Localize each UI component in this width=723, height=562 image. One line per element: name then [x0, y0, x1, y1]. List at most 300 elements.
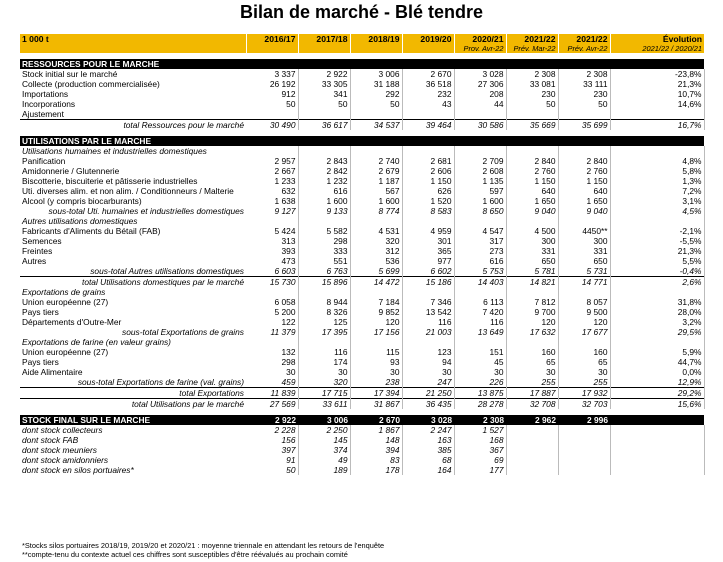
group-label-row	[20, 216, 704, 226]
value-cell: 120	[558, 317, 610, 327]
value-cell: 1 150	[402, 176, 454, 186]
total-row	[20, 388, 704, 399]
value-cell: 94	[402, 357, 454, 367]
value-cell: 7 184	[350, 297, 402, 307]
value-cell: 374	[298, 445, 350, 455]
row-label: Union européenne (27)	[22, 297, 109, 307]
value-cell	[558, 216, 610, 226]
row-label: UTILISATIONS PAR LE MARCHE	[20, 136, 246, 146]
value-cell: 17 632	[506, 327, 558, 337]
value-cell: 9 133	[298, 206, 350, 216]
row-label: RESSOURCES POUR LE MARCHE	[20, 59, 246, 69]
total-row	[20, 399, 704, 410]
value-cell: 640	[558, 186, 610, 196]
value-cell: 394	[350, 445, 402, 455]
evolution-cell: 29,5%	[610, 327, 704, 337]
value-cell: 13 875	[454, 388, 506, 399]
evolution-cell: 12,9%	[610, 377, 704, 388]
row-label: Union européenne (27)	[22, 347, 109, 357]
evolution-cell: 2,6%	[610, 277, 704, 288]
value-cell	[506, 465, 558, 475]
evolution-cell	[610, 216, 704, 226]
value-cell: 1 867	[350, 425, 402, 435]
evolution-cell: -23,8%	[610, 69, 704, 79]
value-cell	[402, 146, 454, 156]
value-cell: 1 600	[298, 196, 350, 206]
value-cell: 91	[246, 455, 298, 465]
value-cell: 331	[506, 246, 558, 256]
table-row	[20, 256, 704, 266]
value-cell	[506, 455, 558, 465]
evolution-cell	[610, 337, 704, 347]
row-label: dont stock amidonniers	[22, 455, 109, 465]
evolution-cell: 4,5%	[610, 206, 704, 216]
value-cell: 397	[246, 445, 298, 455]
value-cell: 626	[402, 186, 454, 196]
value-cell	[506, 109, 558, 120]
market-balance-table	[20, 34, 705, 475]
stock-detail-row	[20, 455, 704, 465]
row-label: Fabricants d'Aliments du Bétail (FAB)	[22, 226, 161, 236]
value-cell: 8 057	[558, 297, 610, 307]
value-cell: 567	[350, 186, 402, 196]
value-cell: 247	[402, 377, 454, 388]
evolution-cell	[610, 435, 704, 445]
value-cell	[558, 435, 610, 445]
evolution-cell: 31,8%	[610, 297, 704, 307]
table-row	[20, 347, 704, 357]
row-label: Exportations de grains	[22, 287, 106, 297]
value-cell: 9 040	[558, 206, 610, 216]
value-cell: 4 547	[454, 226, 506, 236]
value-cell: 17 677	[558, 327, 610, 337]
value-cell: 1 135	[454, 176, 506, 186]
evolution-cell: 4,8%	[610, 156, 704, 166]
row-label: Autres	[22, 256, 47, 266]
value-cell	[454, 109, 506, 120]
value-cell	[506, 445, 558, 455]
value-cell	[350, 109, 402, 120]
value-cell: 27 569	[246, 399, 298, 410]
page-title: Bilan de marché - Blé tendre	[239, 2, 484, 22]
value-cell: 36 435	[402, 399, 454, 410]
value-cell	[558, 337, 610, 347]
value-cell	[506, 136, 558, 146]
value-cell	[506, 425, 558, 435]
value-cell: 33 081	[506, 79, 558, 89]
value-cell: 9 127	[246, 206, 298, 216]
value-cell	[350, 337, 402, 347]
value-cell: 11 839	[246, 388, 298, 399]
value-cell: 14 403	[454, 277, 506, 288]
value-cell: 1 150	[558, 176, 610, 186]
col-header-2020-21: 2020/21 Prov. Avr-22	[454, 34, 506, 53]
value-cell: 68	[402, 455, 454, 465]
value-cell: 6 763	[298, 266, 350, 277]
value-cell: 93	[350, 357, 402, 367]
value-cell: 2 308	[454, 415, 506, 425]
value-cell: 320	[298, 377, 350, 388]
value-cell	[350, 59, 402, 69]
group-label-row	[20, 146, 704, 156]
row-label: total Utilisations domestiques par le marché	[20, 277, 246, 288]
evolution-cell: 29,2%	[610, 388, 704, 399]
value-cell: 4 500	[506, 226, 558, 236]
value-cell: 116	[402, 317, 454, 327]
row-label: sous-total Uti. humaines et industrielles domestiques	[48, 206, 244, 216]
value-cell	[454, 337, 506, 347]
value-cell	[298, 287, 350, 297]
value-cell: 160	[506, 347, 558, 357]
value-cell: 145	[298, 435, 350, 445]
value-cell: 208	[454, 89, 506, 99]
value-cell: 650	[558, 256, 610, 266]
value-cell: 9 852	[350, 307, 402, 317]
value-cell: 4 531	[350, 226, 402, 236]
value-cell: 2 308	[558, 69, 610, 79]
value-cell: 5 582	[298, 226, 350, 236]
value-cell	[558, 455, 610, 465]
row-label: STOCK FINAL SUR LE MARCHE	[20, 415, 246, 425]
value-cell: 1 650	[558, 196, 610, 206]
value-cell: 189	[298, 465, 350, 475]
value-cell: 650	[506, 256, 558, 266]
value-cell	[402, 337, 454, 347]
row-label: Amidonnerie / Glutennerie	[22, 166, 120, 176]
value-cell: 2 228	[246, 425, 298, 435]
value-cell: 35 669	[506, 120, 558, 131]
value-cell: 17 932	[558, 388, 610, 399]
value-cell: 8 326	[298, 307, 350, 317]
evolution-cell: 44,7%	[610, 357, 704, 367]
stock-detail-row	[20, 445, 704, 455]
row-label: Semences	[22, 236, 62, 246]
value-cell: 151	[454, 347, 506, 357]
row-label: total Utilisations par le marché	[20, 399, 246, 410]
value-cell: 232	[402, 89, 454, 99]
table-row	[20, 307, 704, 317]
evolution-cell: 21,3%	[610, 79, 704, 89]
col-header-2021-22-mar: 2021/22 Prév. Mar-22	[506, 34, 558, 53]
row-label: dont stock FAB	[22, 435, 79, 445]
row-label: Pays tiers	[22, 357, 59, 367]
value-cell: 912	[246, 89, 298, 99]
value-cell	[402, 136, 454, 146]
value-cell: 977	[402, 256, 454, 266]
value-cell: 2 740	[350, 156, 402, 166]
value-cell	[558, 109, 610, 120]
value-cell	[506, 59, 558, 69]
value-cell: 2 670	[402, 69, 454, 79]
row-label: Panification	[22, 156, 66, 166]
value-cell: 2 962	[506, 415, 558, 425]
table-row	[20, 357, 704, 367]
row-label: Alcool (y compris biocarburants)	[22, 196, 142, 206]
value-cell: 255	[558, 377, 610, 388]
value-cell: 36 518	[402, 79, 454, 89]
value-cell: 6 602	[402, 266, 454, 277]
row-label: dont stock meuniers	[22, 445, 97, 455]
row-label: Collecte (production commercialisée)	[22, 79, 160, 89]
value-cell	[454, 216, 506, 226]
value-cell: 14 771	[558, 277, 610, 288]
value-cell: 7 420	[454, 307, 506, 317]
value-cell: 3 028	[454, 69, 506, 79]
row-label: Uti. diverses alim. et non alim. / Conditionneurs / Malterie	[22, 186, 234, 196]
evolution-cell	[610, 465, 704, 475]
value-cell: 2 840	[506, 156, 558, 166]
value-cell	[506, 435, 558, 445]
value-cell: 115	[350, 347, 402, 357]
value-cell: 132	[246, 347, 298, 357]
value-cell: 3 028	[402, 415, 454, 425]
value-cell	[350, 146, 402, 156]
value-cell	[558, 287, 610, 297]
value-cell	[506, 146, 558, 156]
value-cell: 65	[558, 357, 610, 367]
value-cell: 21 250	[402, 388, 454, 399]
stock-detail-row	[20, 425, 704, 435]
table-row	[20, 297, 704, 307]
value-cell: 1 600	[454, 196, 506, 206]
value-cell: 292	[350, 89, 402, 99]
evolution-cell: 5,9%	[610, 347, 704, 357]
value-cell: 164	[402, 465, 454, 475]
value-cell	[558, 465, 610, 475]
table-row	[20, 186, 704, 196]
evolution-cell	[610, 136, 704, 146]
value-cell: 3 006	[350, 69, 402, 79]
row-label: total Ressources pour le marché	[20, 120, 246, 131]
value-cell: 2 842	[298, 166, 350, 176]
value-cell: 8 583	[402, 206, 454, 216]
value-cell: 15 186	[402, 277, 454, 288]
table-row	[20, 176, 704, 186]
value-cell: 31 867	[350, 399, 402, 410]
value-cell: 50	[350, 99, 402, 109]
value-cell: 320	[350, 236, 402, 246]
value-cell: 21 003	[402, 327, 454, 337]
row-label: Exportations de farine (en valeur grains)	[22, 337, 171, 347]
value-cell: 156	[246, 435, 298, 445]
value-cell: 2 760	[506, 166, 558, 176]
value-cell: 2 608	[454, 166, 506, 176]
value-cell: 65	[506, 357, 558, 367]
value-cell: 163	[402, 435, 454, 445]
value-cell: 2 606	[402, 166, 454, 176]
value-cell: 17 887	[506, 388, 558, 399]
row-label: total Exportations	[20, 388, 246, 399]
table-row	[20, 89, 704, 99]
evolution-cell	[610, 425, 704, 435]
value-cell: 13 649	[454, 327, 506, 337]
evolution-cell	[610, 287, 704, 297]
value-cell: 385	[402, 445, 454, 455]
value-cell: 11 379	[246, 327, 298, 337]
value-cell: 2 922	[246, 415, 298, 425]
value-cell: 5 781	[506, 266, 558, 277]
table-row	[20, 246, 704, 256]
subtotal-row	[20, 206, 704, 216]
footnote: *Stocks silos portuaires 2018/19, 2019/20 et 2020/21 : moyenne triennale en attendant les retours de l'enquête	[22, 541, 385, 550]
value-cell: 17 156	[350, 327, 402, 337]
value-cell: 50	[246, 99, 298, 109]
value-cell: 26 192	[246, 79, 298, 89]
value-cell	[454, 146, 506, 156]
value-cell: 17 715	[298, 388, 350, 399]
value-cell: 35 699	[558, 120, 610, 131]
value-cell	[298, 59, 350, 69]
value-cell: 148	[350, 435, 402, 445]
value-cell	[558, 59, 610, 69]
subtotal-row	[20, 266, 704, 277]
value-cell: 17 395	[298, 327, 350, 337]
value-cell: 7 346	[402, 297, 454, 307]
evolution-cell	[610, 415, 704, 425]
value-cell: 473	[246, 256, 298, 266]
value-cell	[558, 425, 610, 435]
value-cell: 459	[246, 377, 298, 388]
value-cell: 2 681	[402, 156, 454, 166]
table-body	[20, 53, 704, 475]
table-row	[20, 69, 704, 79]
total-row	[20, 120, 704, 131]
value-cell: 15 730	[246, 277, 298, 288]
row-label: Pays tiers	[22, 307, 59, 317]
table-row	[20, 109, 704, 120]
value-cell	[246, 59, 298, 69]
value-cell: 8 944	[298, 297, 350, 307]
value-cell: 17 394	[350, 388, 402, 399]
value-cell: 30	[506, 367, 558, 377]
value-cell: 5 424	[246, 226, 298, 236]
value-cell	[246, 136, 298, 146]
evolution-cell: 5,8%	[610, 166, 704, 176]
value-cell: 33 611	[298, 399, 350, 410]
value-cell	[454, 136, 506, 146]
value-cell	[298, 109, 350, 120]
value-cell: 6 113	[454, 297, 506, 307]
value-cell: 30	[246, 367, 298, 377]
evolution-cell: -2,1%	[610, 226, 704, 236]
value-cell: 2 670	[350, 415, 402, 425]
value-cell	[558, 146, 610, 156]
value-cell	[558, 445, 610, 455]
value-cell	[350, 136, 402, 146]
value-cell	[246, 146, 298, 156]
value-cell: 597	[454, 186, 506, 196]
value-cell	[454, 59, 506, 69]
subtotal-row	[20, 377, 704, 388]
table-row	[20, 196, 704, 206]
value-cell: 6 058	[246, 297, 298, 307]
value-cell: 30	[298, 367, 350, 377]
value-cell: 30 586	[454, 120, 506, 131]
value-cell: 13 542	[402, 307, 454, 317]
table-row	[20, 226, 704, 236]
evolution-cell: 14,6%	[610, 99, 704, 109]
value-cell: 30	[454, 367, 506, 377]
value-cell	[402, 287, 454, 297]
value-cell: 367	[454, 445, 506, 455]
value-cell	[246, 337, 298, 347]
row-label: Incorporations	[22, 99, 76, 109]
subtotal-row	[20, 327, 704, 337]
value-cell: 15 896	[298, 277, 350, 288]
value-cell: 49	[298, 455, 350, 465]
value-cell: 45	[454, 357, 506, 367]
evolution-cell: 3,2%	[610, 317, 704, 327]
value-cell	[350, 216, 402, 226]
row-label: sous-total Exportations de grains	[122, 327, 244, 337]
value-cell: 32 703	[558, 399, 610, 410]
value-cell: 8 774	[350, 206, 402, 216]
evolution-cell: 10,7%	[610, 89, 704, 99]
row-label: dont stock collecteurs	[22, 425, 103, 435]
table-row	[20, 99, 704, 109]
value-cell: 551	[298, 256, 350, 266]
value-cell: 30	[558, 367, 610, 377]
value-cell: 616	[454, 256, 506, 266]
value-cell: 2 843	[298, 156, 350, 166]
value-cell: 2 250	[298, 425, 350, 435]
section-header-row	[20, 59, 704, 69]
value-cell: 365	[402, 246, 454, 256]
footnote: **compte-tenu du contexte actuel ces chiffres sont susceptibles d'être réévalués au prochain comité	[22, 550, 348, 559]
value-cell: 273	[454, 246, 506, 256]
value-cell: 9 500	[558, 307, 610, 317]
row-label: Utilisations humaines et industrielles domestiques	[22, 146, 207, 156]
row-label: sous-total Autres utilisations domestiques	[90, 266, 244, 276]
value-cell: 9 040	[506, 206, 558, 216]
value-cell: 1 520	[402, 196, 454, 206]
value-cell: 168	[454, 435, 506, 445]
evolution-cell	[610, 109, 704, 120]
value-cell: 125	[298, 317, 350, 327]
value-cell: 7 812	[506, 297, 558, 307]
row-label: dont stock en silos portuaires*	[22, 465, 134, 475]
value-cell: 238	[350, 377, 402, 388]
value-cell: 331	[558, 246, 610, 256]
evolution-cell: 15,6%	[610, 399, 704, 410]
value-cell: 313	[246, 236, 298, 246]
value-cell: 39 464	[402, 120, 454, 131]
value-cell: 69	[454, 455, 506, 465]
row-label: Ajustement	[22, 109, 64, 119]
value-cell: 2 709	[454, 156, 506, 166]
value-cell: 2 760	[558, 166, 610, 176]
value-cell: 2 996	[558, 415, 610, 425]
value-cell: 3 006	[298, 415, 350, 425]
evolution-cell	[610, 445, 704, 455]
value-cell: 2 957	[246, 156, 298, 166]
row-label: sous-total Exportations de farine (val. grains)	[77, 377, 244, 387]
value-cell: 4 959	[402, 226, 454, 236]
value-cell: 536	[350, 256, 402, 266]
row-label: Aide Alimentaire	[22, 367, 83, 377]
value-cell: 116	[298, 347, 350, 357]
evolution-cell	[610, 455, 704, 465]
value-cell: 120	[506, 317, 558, 327]
value-cell: 30	[402, 367, 454, 377]
value-cell: 1 233	[246, 176, 298, 186]
value-cell: 160	[558, 347, 610, 357]
footnotes	[22, 541, 712, 559]
value-cell: 640	[506, 186, 558, 196]
value-cell	[402, 59, 454, 69]
table-row	[20, 166, 704, 176]
row-label: Freintes	[22, 246, 53, 256]
